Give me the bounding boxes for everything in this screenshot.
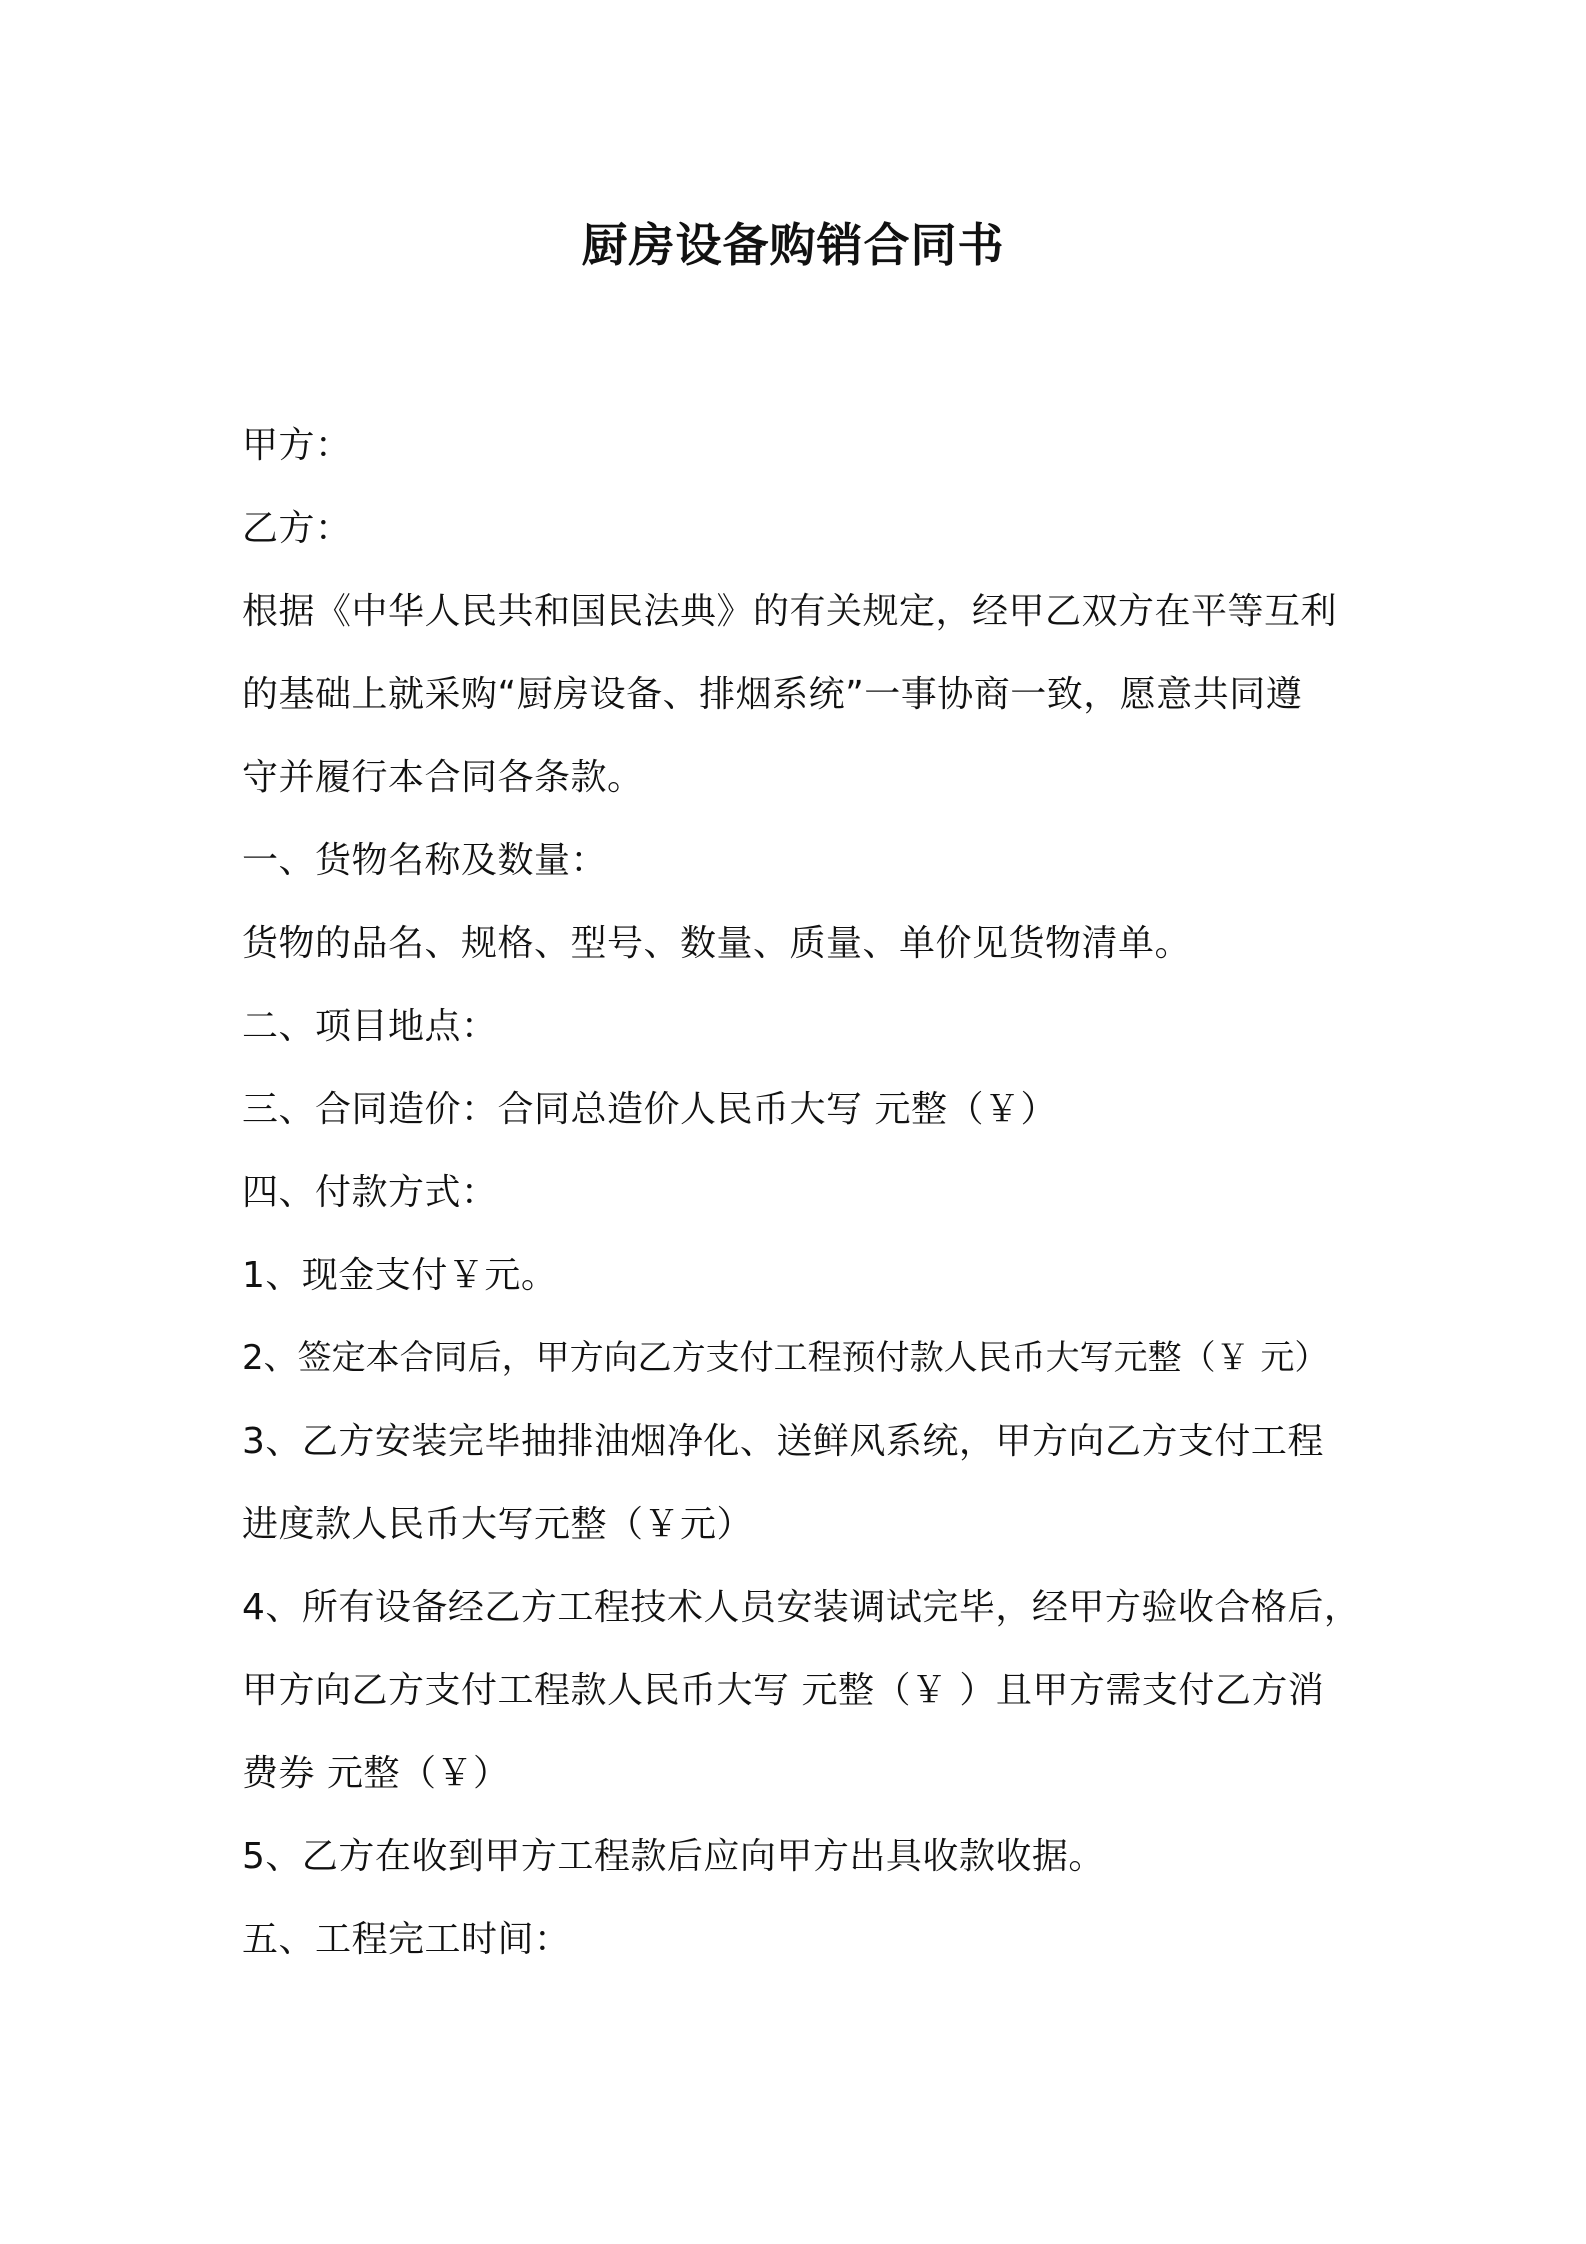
payment-item-2: 2、签定本合同后，甲方向乙方支付工程预付款人民币大写元整（￥ 元） bbox=[242, 1338, 1329, 1378]
party-b-line: 乙方： bbox=[242, 508, 352, 549]
section-3-heading: 三、合同造价：合同总造价人民币大写 元整（￥） bbox=[242, 1089, 1057, 1130]
payment-item-3-line-1: 3、乙方安装完毕抽排油烟净化、送鲜风系统，甲方向乙方支付工程 bbox=[242, 1421, 1324, 1462]
party-a-line: 甲方： bbox=[242, 425, 352, 466]
payment-item-4-line-2: 甲方向乙方支付工程款人民币大写 元整（￥ ）且甲方需支付乙方消 bbox=[242, 1670, 1325, 1711]
preamble-line-2: 的基础上就采购“厨房设备、排烟系统”一事协商一致，愿意共同遵 bbox=[242, 674, 1303, 715]
document-title: 厨房设备购销合同书 bbox=[581, 218, 1005, 272]
section-5-heading: 五、工程完工时间： bbox=[242, 1919, 571, 1960]
preamble-line-1: 根据《中华人民共和国民法典》的有关规定，经甲乙双方在平等互利 bbox=[242, 591, 1338, 632]
section-1-text: 货物的品名、规格、型号、数量、质量、单价见货物清单。 bbox=[242, 923, 1192, 964]
payment-item-5: 5、乙方在收到甲方工程款后应向甲方出具收款收据。 bbox=[242, 1836, 1105, 1877]
section-4-heading: 四、付款方式： bbox=[242, 1172, 498, 1213]
section-1-heading: 一、货物名称及数量： bbox=[242, 840, 608, 881]
payment-item-3-line-2: 进度款人民币大写元整（￥元） bbox=[242, 1504, 754, 1545]
payment-item-4-line-3: 费券 元整（￥） bbox=[242, 1753, 510, 1794]
section-2-heading: 二、项目地点： bbox=[242, 1006, 498, 1047]
payment-item-4-line-1: 4、所有设备经乙方工程技术人员安装调试完毕，经甲方验收合格后， bbox=[242, 1587, 1361, 1628]
payment-item-1: 1、现金支付￥元。 bbox=[242, 1255, 558, 1296]
preamble-line-3: 守并履行本合同各条款。 bbox=[242, 757, 644, 798]
document-body bbox=[242, 404, 1382, 1981]
